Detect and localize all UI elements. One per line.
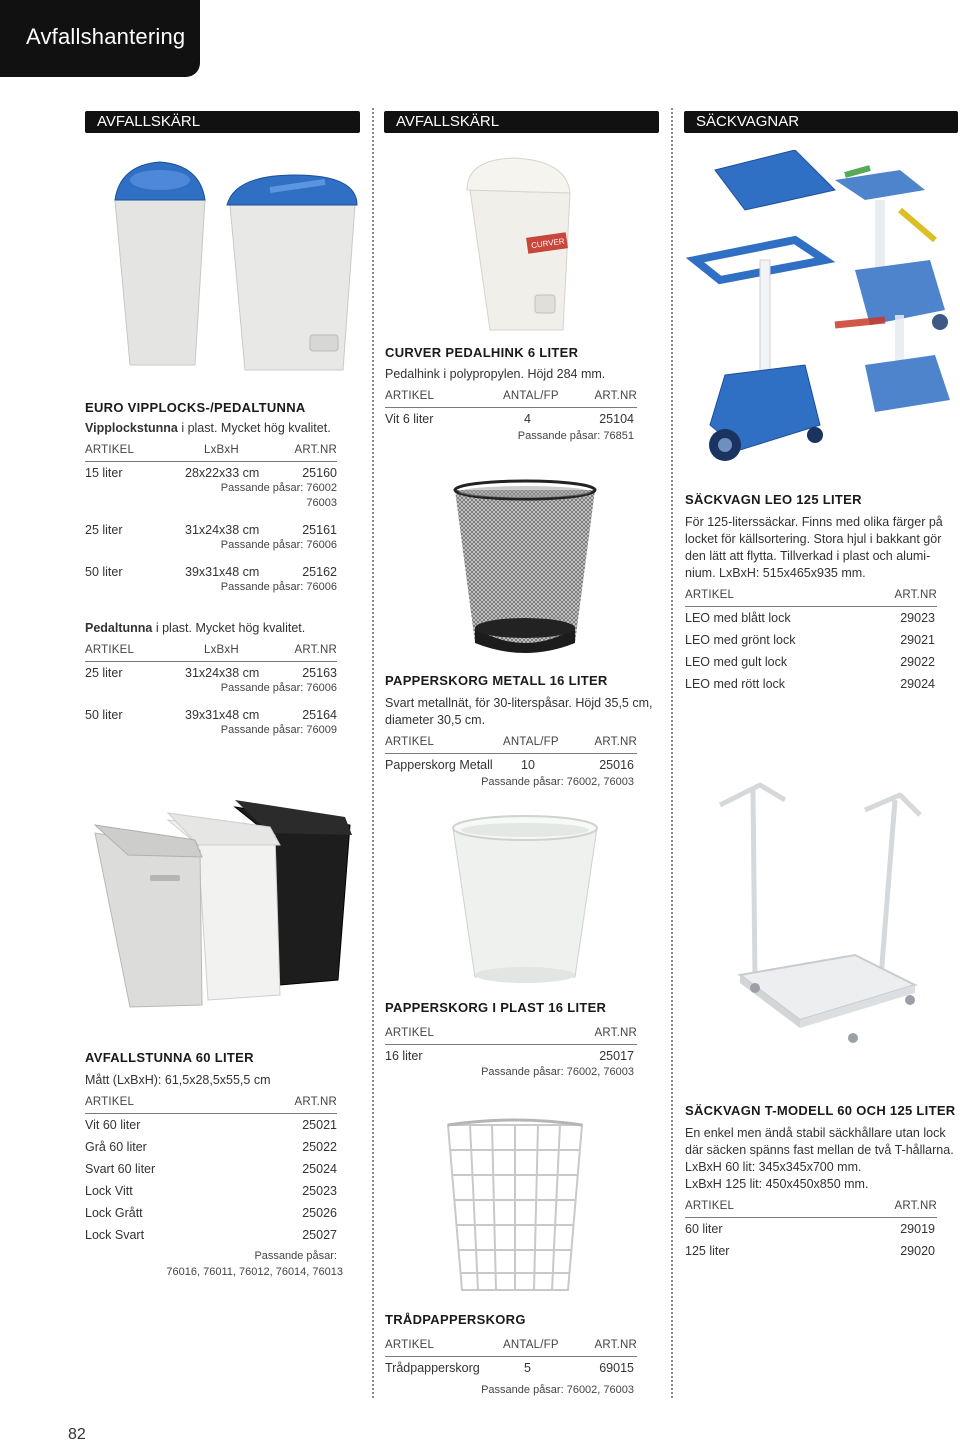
euro-row-dim: 31x24x38 cm — [185, 523, 260, 537]
plast-row-bags: Passande påsar: 76002, 76003 — [481, 1066, 634, 1078]
page-tab — [0, 0, 200, 77]
curver-desc: Pedalhink i polypropylen. Höjd 284 mm. — [385, 367, 606, 381]
euro-row-bags: Passande påsar: 76006 — [220, 539, 337, 551]
euro-col-lxbxh: LxBxH — [204, 444, 239, 456]
section-bar-sackvagnar: SÄCKVAGNAR — [684, 111, 958, 133]
tmodell-title: SÄCKVAGN T-MODELL 60 OCH 125 LITER — [685, 1103, 956, 1118]
leo-row-nr: 29021 — [900, 633, 935, 647]
curver-table-rule — [385, 407, 637, 408]
euro-row-bags: Passande påsar: 76002 — [220, 482, 337, 494]
avfallstunna-row-nr: 25024 — [302, 1162, 337, 1176]
pedal-col-lxbxh: LxBxH — [204, 644, 239, 656]
pedal-col-artikel: ARTIKEL — [85, 644, 135, 656]
leo-desc-line: locket för källsortering. Stora hjul i bakkant gör — [685, 532, 942, 546]
avfallstunna-col-artnr: ART.NR — [294, 1096, 337, 1108]
curver-row-bags: Passande påsar: 76851 — [517, 430, 634, 442]
avfallstunna-row-art: Lock Svart — [85, 1228, 145, 1242]
leo-title: SÄCKVAGN LEO 125 LITER — [685, 492, 862, 507]
avfallstunna-table-rule — [85, 1113, 337, 1114]
euro-subtitle-1-rest: i plast. Mycket hög kvalitet. — [177, 421, 331, 435]
leo-row-nr: 29024 — [900, 677, 935, 691]
euro-row-art: 15 liter — [85, 466, 123, 480]
tmodell-row-nr: 29019 — [900, 1222, 935, 1236]
curver-row-nr: 25104 — [599, 412, 634, 426]
tmodell-col-artnr: ART.NR — [894, 1200, 937, 1212]
pedal-row-nr: 25164 — [302, 708, 337, 722]
avfallstunna-row-art: Lock Grått — [85, 1206, 143, 1220]
avfallstunna-row-nr: 25027 — [302, 1228, 337, 1242]
tmodell-row-art: 125 liter — [685, 1244, 730, 1258]
trad-col-antal: ANTAL/FP — [503, 1339, 559, 1351]
tmodell-row-nr: 29020 — [900, 1244, 935, 1258]
leo-row-art: LEO med rött lock — [685, 677, 786, 691]
plast-col-artnr: ART.NR — [594, 1027, 637, 1039]
avfallstunna-row-nr: 25022 — [302, 1140, 337, 1154]
euro-row-nr: 25160 — [302, 466, 337, 480]
leo-col-artikel: ARTIKEL — [685, 589, 735, 601]
page-tab-title: Avfallshantering — [26, 24, 186, 49]
tmodell-desc-line: LxBxH 125 lit: 450x450x850 mm. — [685, 1177, 869, 1191]
leo-row-art: LEO med blått lock — [685, 611, 791, 625]
pedal-col-artnr: ART.NR — [294, 644, 337, 656]
euro-row-dim: 39x31x48 cm — [185, 565, 260, 579]
pedal-row-art: 50 liter — [85, 708, 123, 722]
curver-col-artnr: ART.NR — [594, 390, 637, 402]
avfallstunna-bags-list: 76016, 76011, 76012, 76014, 76013 — [166, 1266, 343, 1278]
curver-title: CURVER PEDALHINK 6 LITER — [385, 345, 579, 360]
sackvagn-leo-image — [685, 150, 960, 470]
metall-title: PAPPERSKORG METALL 16 LITER — [385, 673, 608, 688]
avfallstunna-desc: Mått (LxBxH): 61,5x28,5x55,5 cm — [85, 1073, 271, 1087]
avfallstunna-row-art: Vit 60 liter — [85, 1118, 141, 1132]
tmodell-desc-line: LxBxH 60 lit: 345x345x700 mm. — [685, 1160, 862, 1174]
tmodell-table-rule — [685, 1217, 937, 1218]
pedal-row-bags: Passande påsar: 76009 — [220, 724, 337, 736]
plast-row-art: 16 liter — [385, 1049, 423, 1063]
pedal-row-dim: 31x24x38 cm — [185, 666, 260, 680]
plast-title: PAPPERSKORG I PLAST 16 LITER — [385, 1000, 607, 1015]
leo-desc-line: den lätt att flytta. Tillverkad i plast och alumi- — [685, 549, 931, 563]
avfallstunna-row-art: Svart 60 liter — [85, 1162, 156, 1176]
trad-col-artnr: ART.NR — [594, 1339, 637, 1351]
plast-table-rule — [385, 1044, 637, 1045]
tmodell-desc-line: där säcken spänns fast mellan de två T-hållarna. — [685, 1143, 954, 1157]
metall-col-artnr: ART.NR — [594, 736, 637, 748]
section-bar-avfallskarl-1: AVFALLSKÄRL — [85, 111, 360, 133]
curver-pedalhink-image — [455, 155, 580, 335]
curver-col-antal: ANTAL/FP — [503, 390, 559, 402]
euro-row-art: 25 liter — [85, 523, 123, 537]
papperskorg-plast-image — [445, 812, 605, 987]
euro-col-artikel: ARTIKEL — [85, 444, 135, 456]
leo-desc-line: nium. LxBxH: 515x465x935 mm. — [685, 566, 866, 580]
metall-row-nr: 25016 — [599, 758, 634, 772]
avfallstunna-title: AVFALLSTUNNA 60 LITER — [85, 1050, 254, 1065]
avfallstunna-row-nr: 25021 — [302, 1118, 337, 1132]
euro-row-nr: 25161 — [302, 523, 337, 537]
trad-row-nr: 69015 — [599, 1361, 634, 1375]
leo-row-nr: 29023 — [900, 611, 935, 625]
avfallstunna-bags-label: Passande påsar: — [254, 1250, 337, 1262]
avfallstunna-row-art: Grå 60 liter — [85, 1140, 147, 1154]
avfallstunna-row-nr: 25023 — [302, 1184, 337, 1198]
euro-row-art: 50 liter — [85, 565, 123, 579]
page-number: 82 — [68, 1426, 86, 1443]
metall-col-artikel: ARTIKEL — [385, 736, 435, 748]
metall-table-rule — [385, 753, 637, 754]
euro-row-bags2: 76003 — [306, 497, 337, 509]
curver-row-art: Vit 6 liter — [385, 412, 434, 426]
sackvagn-tmodell-image — [715, 780, 930, 1050]
leo-desc-line: För 125-literssäckar. Finns med olika färger på — [685, 515, 943, 529]
leo-table-rule — [685, 606, 937, 607]
euro-subtitle-1 — [85, 420, 331, 437]
leo-row-art: LEO med grönt lock — [685, 633, 796, 647]
pedal-table-rule — [85, 661, 337, 662]
euro-col-artnr: ART.NR — [294, 444, 337, 456]
metall-row-art: Papperskorg Metall — [385, 758, 493, 772]
euro-title: EURO VIPPLOCKS-/PEDALTUNNA — [85, 400, 306, 415]
euro-bins-image — [95, 160, 365, 380]
pedal-row-bags: Passande påsar: 76006 — [220, 682, 337, 694]
trad-col-artikel: ARTIKEL — [385, 1339, 435, 1351]
papperskorg-metall-image — [450, 478, 600, 663]
pedal-row-dim: 39x31x48 cm — [185, 708, 260, 722]
curver-logo-text: CURVER — [530, 236, 566, 251]
metall-row-bags: Passande påsar: 76002, 76003 — [481, 776, 634, 788]
trad-row-art: Trådpapperskorg — [385, 1361, 480, 1375]
avfallstunna-image — [90, 795, 365, 1010]
metall-col-antal: ANTAL/FP — [503, 736, 559, 748]
plast-col-artikel: ARTIKEL — [385, 1027, 435, 1039]
curver-col-artikel: ARTIKEL — [385, 390, 435, 402]
metall-row-qty: 10 — [521, 758, 535, 772]
euro-subtitle-1-bold: Vipplockstunna — [85, 421, 178, 435]
tmodell-row-art: 60 liter — [685, 1222, 723, 1236]
pedal-row-nr: 25163 — [302, 666, 337, 680]
curver-row-qty: 4 — [524, 412, 531, 426]
avfallstunna-col-artikel: ARTIKEL — [85, 1096, 135, 1108]
column-divider-2 — [671, 108, 673, 1398]
leo-col-artnr: ART.NR — [894, 589, 937, 601]
pedaltunna-subtitle-bold: Pedaltunna — [85, 621, 153, 635]
euro-row-nr: 25162 — [302, 565, 337, 579]
trad-title: TRÅDPAPPERSKORG — [385, 1312, 526, 1327]
column-divider-1 — [372, 108, 374, 1398]
trad-row-qty: 5 — [524, 1361, 531, 1375]
euro-table-rule — [85, 461, 337, 462]
leo-row-nr: 29022 — [900, 655, 935, 669]
plast-row-nr: 25017 — [599, 1049, 634, 1063]
tmodell-col-artikel: ARTIKEL — [685, 1200, 735, 1212]
avfallstunna-row-nr: 25026 — [302, 1206, 337, 1220]
trad-row-bags: Passande påsar: 76002, 76003 — [481, 1384, 634, 1396]
tmodell-desc-line: En enkel men ändå stabil säckhållare utan lock — [685, 1126, 946, 1140]
tradpapperskorg-image — [440, 1115, 590, 1300]
pedaltunna-subtitle-rest: i plast. Mycket hög kvalitet. — [152, 621, 306, 635]
leo-row-art: LEO med gult lock — [685, 655, 788, 669]
metall-desc-1: Svart metallnät, för 30-literspåsar. Höjd 35,5 cm, — [385, 696, 653, 710]
section-bar-avfallskarl-2: AVFALLSKÄRL — [384, 111, 659, 133]
pedal-row-art: 25 liter — [85, 666, 123, 680]
avfallstunna-row-art: Lock Vitt — [85, 1184, 133, 1198]
euro-row-bags: Passande påsar: 76006 — [220, 581, 337, 593]
euro-row-dim: 28x22x33 cm — [185, 466, 260, 480]
pedaltunna-subtitle — [85, 620, 305, 637]
metall-desc-2: diameter 30,5 cm. — [385, 713, 486, 727]
trad-table-rule — [385, 1356, 637, 1357]
